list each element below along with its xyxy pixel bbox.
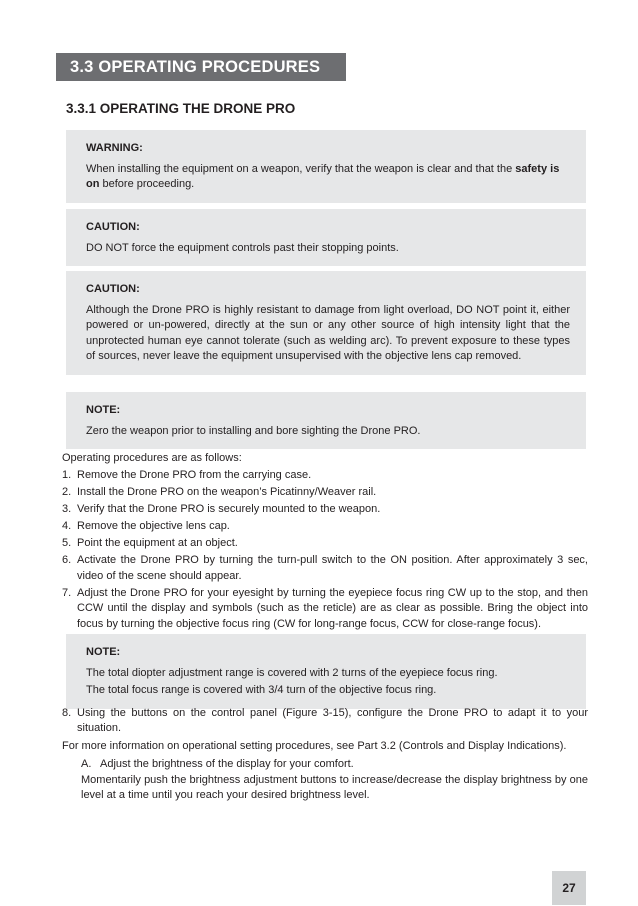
more-info-text: For more information on operational setting procedures, see Part 3.2 (Controls and Display Indications). (62, 739, 567, 752)
warning-text: When installing the equipment on a weapon, verify that the weapon is clear and that the safety is on before proceeding. (86, 162, 560, 191)
procedures-intro: Operating procedures are as follows: (62, 452, 242, 464)
procedure-steps-continued (62, 706, 588, 737)
note-text-diopter: The total diopter adjustment range is covered with 2 turns of the eyepiece focus ring. (86, 666, 498, 679)
caution-box-light (66, 271, 586, 375)
warning-label: WARNING: (86, 142, 143, 154)
procedure-steps (62, 468, 588, 632)
page-number: 27 (552, 871, 586, 905)
note-label: NOTE: (86, 646, 121, 658)
caution-label: CAUTION: (86, 221, 140, 233)
sub-step-a: A. Adjust the brightness of the display for your comfort. (81, 758, 354, 771)
brightness-instructions: Momentarily push the brightness adjustment buttons to increase/decrease the display brightness by one level at a time until you reach your desired brightness level. (81, 773, 588, 802)
warning-box (66, 130, 586, 203)
list-item: 6. Activate the Drone PRO by turning the turn-pull switch to the ON position. After approximately 3 sec, video of the scene should appear. (62, 554, 588, 582)
list-item: 4. Remove the objective lens cap. (62, 520, 230, 533)
note-box-zero (66, 392, 586, 449)
note-text: Zero the weapon prior to installing and bore sighting the Drone PRO. (86, 424, 421, 437)
warning-emphasis: safety is on (86, 162, 560, 191)
configuration-section (62, 706, 588, 803)
caution-text: Although the Drone PRO is highly resistant to damage from light overload, DO NOT point it, either powered or un-powered, directly at the sun or any other source of high intensity light that the unprotected human eye cannot tolerate (such as welding arc). To prevent exposure to these types of sources, never leave the equipment unsupervised with the objective lens cap removed. (86, 303, 570, 363)
list-item: 1. Remove the Drone PRO from the carrying case. (62, 469, 312, 482)
caution-label: CAUTION: (86, 283, 140, 295)
note-text-focus: The total focus range is covered with 3/4 turn of the objective focus ring. (86, 684, 437, 697)
caution-box-controls (66, 209, 586, 266)
list-item: 2. Install the Drone PRO on the weapon’s Picatinny/Weaver rail. (62, 486, 377, 499)
list-item: 7. Adjust the Drone PRO for your eyesight by turning the eyepiece focus ring CW up to the stop, and then CCW until the display and symbols (such as the reticle) are as clear as possible. Bring the object into focus by turning the objective focus ring (CW for long-range focus, CCW for close-range focus). (62, 586, 588, 630)
procedures-section (62, 451, 588, 634)
subsection-heading: 3.3.1 OPERATING THE DRONE PRO (66, 101, 296, 116)
list-item: 5. Point the equipment at an object. (62, 537, 238, 550)
list-item: 3. Verify that the Drone PRO is securely mounted to the weapon. (62, 503, 381, 516)
section-heading: 3.3 OPERATING PROCEDURES (56, 53, 346, 81)
caution-text: DO NOT force the equipment controls past their stopping points. (86, 241, 399, 254)
note-box-focus (66, 634, 586, 709)
note-label: NOTE: (86, 404, 121, 416)
list-item: 8. Using the buttons on the control panel (Figure 3-15), configure the Drone PRO to adapt it to your situation. (62, 707, 588, 735)
